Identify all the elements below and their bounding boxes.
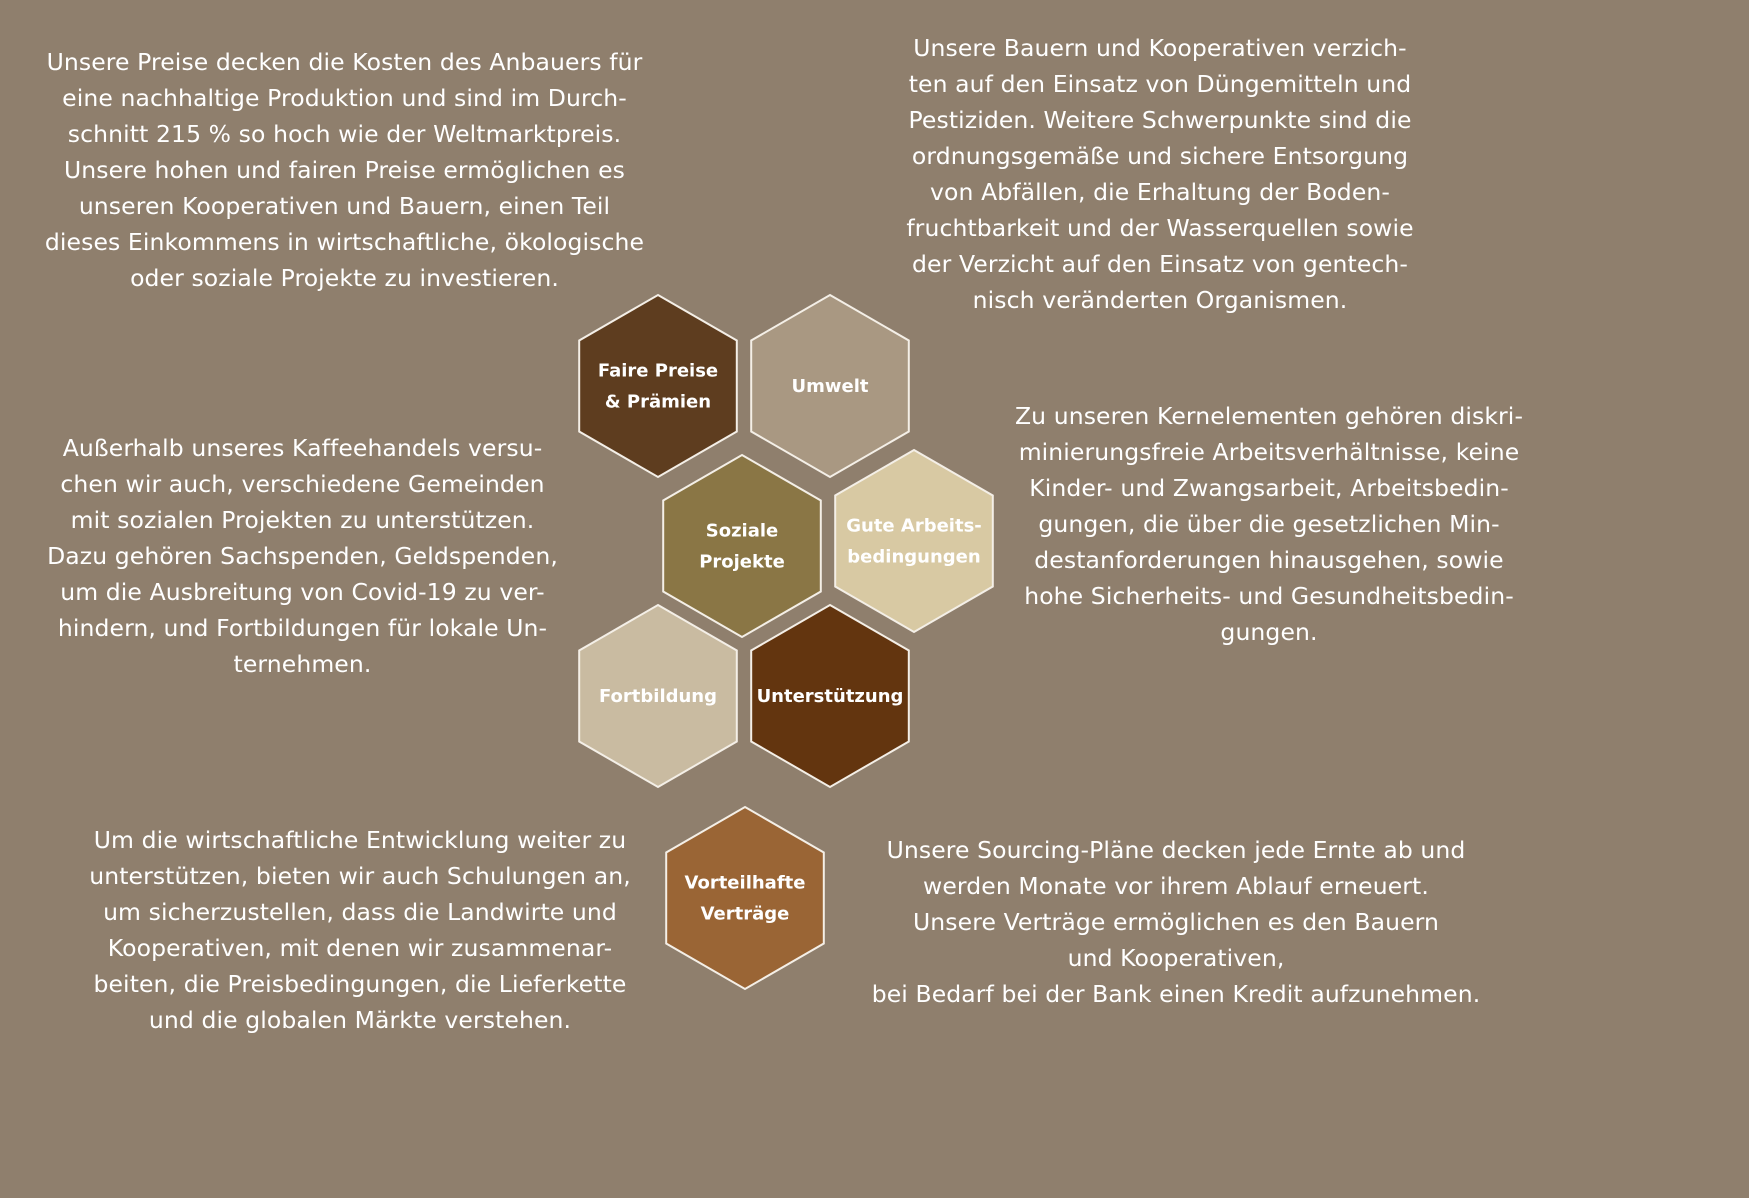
- text-line: Kinder- und Zwangsarbeit, Arbeitsbedin-: [1029, 474, 1509, 502]
- text-line: destanforderungen hinausgehen, sowie: [1034, 546, 1504, 574]
- hexagon-label: Projekte: [699, 551, 785, 573]
- text-line: chen wir auch, verschiedene Gemeinden: [60, 470, 545, 498]
- hexagon-label: Faire Preise: [597, 360, 719, 382]
- text-line: Um die wirtschaftliche Entwicklung weiter zu: [93, 826, 627, 854]
- text-line: bei Bedarf bei der Bank einen Kredit aufzunehmen.: [871, 980, 1481, 1008]
- hexagon-soziale-projekte: [663, 455, 821, 637]
- text-line: hindern, und Fortbildungen für lokale Un-: [57, 614, 548, 642]
- text-line: ternehmen.: [233, 650, 372, 678]
- text-line: von Abfällen, die Erhaltung der Boden-: [930, 178, 1390, 206]
- text-line: unseren Kooperativen und Bauern, einen Teil: [78, 192, 611, 220]
- text-line: Unsere Verträge ermöglichen es den Bauern: [913, 908, 1439, 936]
- hexagon-label: Vorteilhafte: [684, 872, 806, 894]
- text-line: um die Ausbreitung von Covid-19 zu ver-: [60, 578, 545, 606]
- text-line: und Kooperativen,: [1067, 944, 1285, 972]
- text-line: gungen.: [1220, 618, 1318, 646]
- text-line: um sicherzustellen, dass die Landwirte und: [103, 898, 617, 926]
- text-line: beiten, die Preisbedingungen, die Lieferkette: [93, 970, 627, 998]
- text-line: schnitt 215 % so hoch wie der Weltmarktpreis.: [67, 120, 622, 148]
- hexagon-unterstuetzung: [751, 605, 909, 787]
- text-line: ten auf den Einsatz von Düngemitteln und: [908, 70, 1412, 98]
- text-line: Dazu gehören Sachspenden, Geldspenden,: [47, 542, 558, 570]
- text-line: gungen, die über die gesetzlichen Min-: [1038, 510, 1500, 538]
- text-line: Außerhalb unseres Kaffeehandels versu-: [62, 434, 543, 462]
- hexagon-label: & Prämien: [604, 391, 712, 413]
- text-line: eine nachhaltige Produktion und sind im Durch-: [62, 84, 627, 112]
- hexagon-umwelt: [751, 295, 909, 477]
- hexagon-vorteilhafte-vertraege: [666, 807, 824, 989]
- hexagon-label: Umwelt: [791, 376, 869, 397]
- hexagon-faire-preise: [579, 295, 737, 477]
- hexagon-shape: [663, 455, 821, 637]
- text-line: Unsere Preise decken die Kosten des Anbauers für: [46, 48, 643, 76]
- text-line: und die globalen Märkte verstehen.: [148, 1006, 572, 1034]
- hexagon-gute-arbeitsbedingungen: [835, 450, 993, 632]
- hexagon-label: Gute Arbeits-: [846, 515, 982, 537]
- text-line: hohe Sicherheits- und Gesundheitsbedin-: [1024, 582, 1514, 610]
- text-line: oder soziale Projekte zu investieren.: [130, 264, 559, 292]
- hexagon-label: Fortbildung: [598, 686, 718, 707]
- hexagon-shape: [579, 295, 737, 477]
- text-line: Unsere hohen und fairen Preise ermöglichen es: [63, 156, 626, 184]
- text-line: nisch veränderten Organismen.: [972, 286, 1348, 314]
- text-line: Pestiziden. Weitere Schwerpunkte sind die: [908, 106, 1412, 134]
- text-line: Zu unseren Kernelementen gehören diskri-: [1014, 402, 1524, 430]
- hexagon-shape: [666, 807, 824, 989]
- text-line: fruchtbarkeit und der Wasserquellen sowie: [906, 214, 1414, 242]
- text-line: werden Monate vor ihrem Ablauf erneuert.: [923, 872, 1429, 900]
- text-line: mit sozialen Projekten zu unterstützen.: [70, 506, 535, 534]
- hexagon-label: Soziale: [705, 520, 779, 542]
- hexagon-fortbildung: [579, 605, 737, 787]
- hexagon-shape: [835, 450, 993, 632]
- text-line: der Verzicht auf den Einsatz von gentech-: [912, 250, 1408, 278]
- text-line: Kooperativen, mit denen wir zusammenar-: [107, 934, 613, 962]
- hexagon-label: Unterstützung: [756, 686, 904, 707]
- text-line: dieses Einkommens in wirtschaftliche, ökologische: [44, 228, 645, 256]
- text-line: ordnungsgemäße und sichere Entsorgung: [911, 142, 1409, 170]
- text-line: Unsere Bauern und Kooperativen verzich-: [913, 34, 1407, 62]
- hexagon-label: Verträge: [700, 903, 790, 925]
- hexagon-label: bedingungen: [847, 546, 981, 568]
- text-line: minierungsfreie Arbeitsverhältnisse, keine: [1018, 438, 1520, 466]
- text-line: Unsere Sourcing-Pläne decken jede Ernte ab und: [886, 836, 1466, 864]
- text-line: unterstützen, bieten wir auch Schulungen an,: [89, 862, 631, 890]
